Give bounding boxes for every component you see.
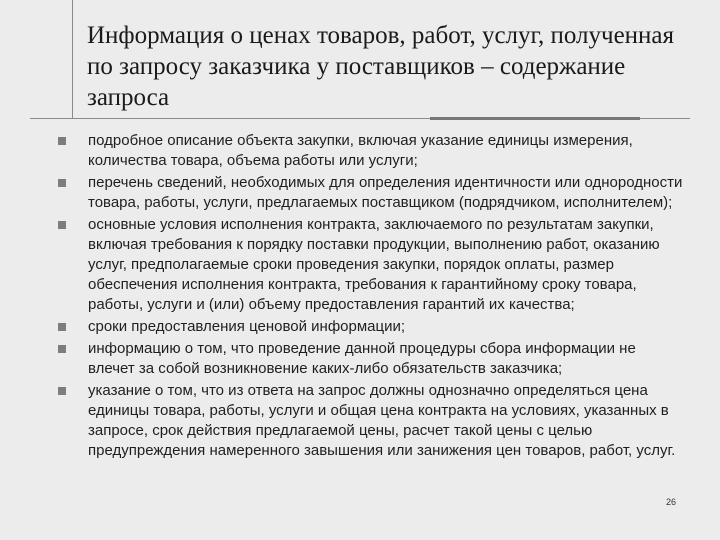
square-bullet-icon bbox=[58, 323, 66, 331]
bullet-text: сроки предоставления ценовой информации; bbox=[88, 318, 406, 335]
page-number: 26 bbox=[666, 497, 677, 507]
bullet-text: указание о том, что из ответа на запрос должны однозначно определяться цена единицы товара, работы, услуги и общая цена контракта на условиях, указанных в запросе, срок действия предлагаемой цены, расчет такой цены с целью предупреждения намеренного завышения или занижения цен товаров, работ, услуг. bbox=[88, 382, 676, 459]
bullet-item bbox=[58, 381, 683, 461]
square-bullet-icon bbox=[58, 137, 66, 145]
square-bullet-icon bbox=[58, 345, 66, 353]
bullet-text: перечень сведений, необходимых для определения идентичности или однородности товара, работы, услуги, предлагаемых поставщиком (подрядчиком, исполнителем); bbox=[88, 174, 683, 211]
bullet-list bbox=[58, 131, 683, 463]
square-bullet-icon bbox=[58, 221, 66, 229]
bullet-item bbox=[58, 339, 683, 379]
bullet-item bbox=[58, 215, 683, 315]
bullet-item bbox=[58, 173, 683, 213]
bullet-text: подробное описание объекта закупки, включая указание единицы измерения, количества товара, объема работы или услуги; bbox=[88, 132, 633, 169]
slide-title: Информация о ценах товаров, работ, услуг, полученная по запросу заказчика у поставщиков – содержание запроса bbox=[87, 22, 675, 111]
bullet-text: основные условия исполнения контракта, заключаемого по результатам закупки, включая требования к порядку поставки продукции, выполнению работ, оказанию услуг, предполагаемые сроки проведения закупки, порядок оплаты, размер обеспечения исполнения контракта, требования к гарантийному сроку товара, работы, услуги и (или) объему предоставления гарантий их качества; bbox=[88, 216, 660, 313]
square-bullet-icon bbox=[58, 179, 66, 187]
square-bullet-icon bbox=[58, 387, 66, 395]
bullet-item bbox=[58, 317, 683, 337]
bullet-item bbox=[58, 131, 683, 171]
bullet-text: информацию о том, что проведение данной процедуры сбора информации не влечет за собой возникновение каких-либо обязательств заказчика; bbox=[88, 340, 636, 377]
title-rule-accent bbox=[430, 117, 640, 120]
title-vertical-rule bbox=[72, 0, 73, 118]
